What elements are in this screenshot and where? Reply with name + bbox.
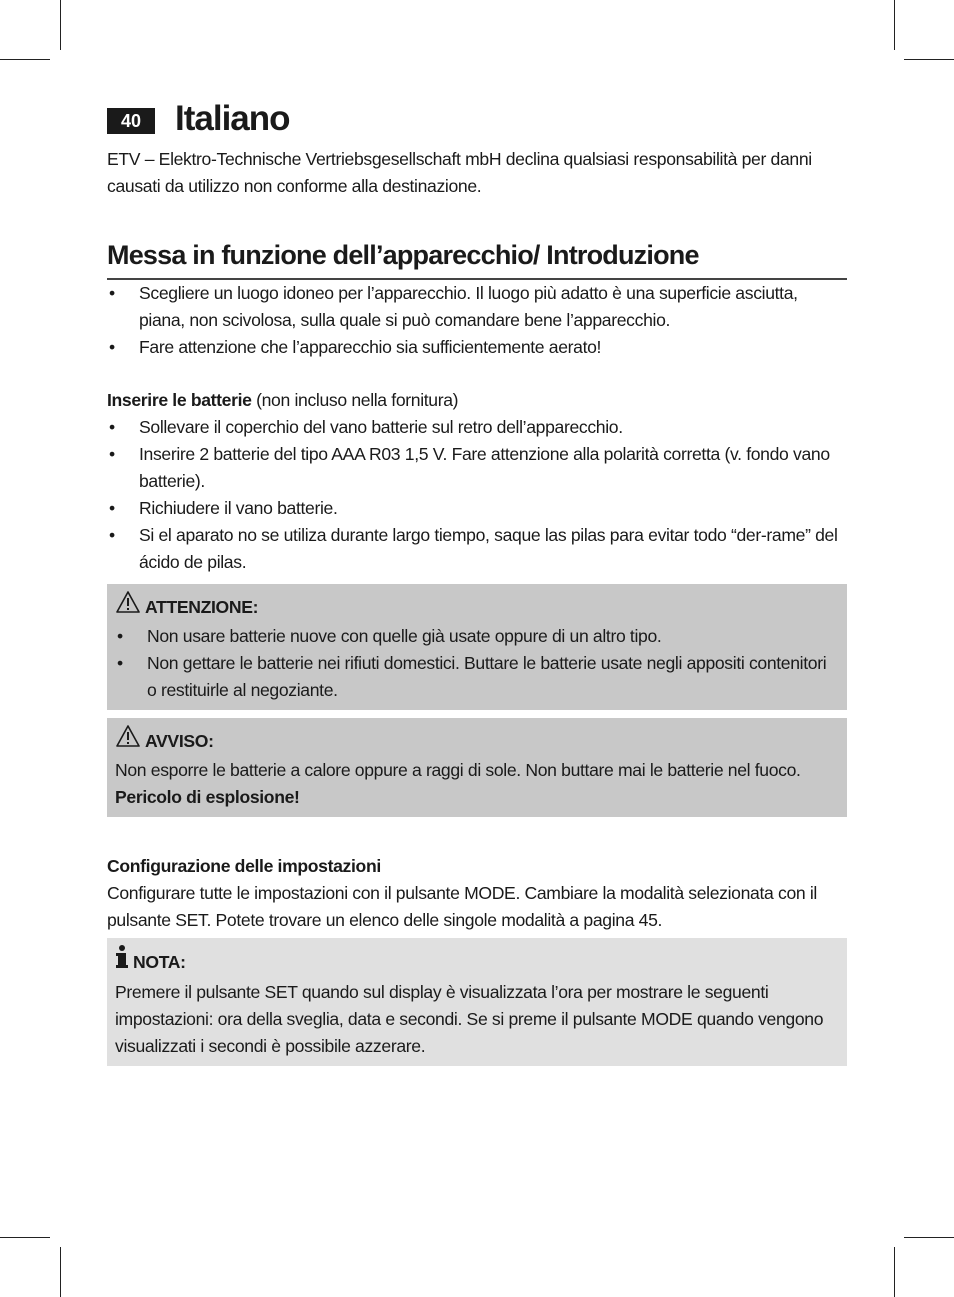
attenzione-title <box>115 590 839 623</box>
batteries-heading-note: (non incluso nella fornitura) <box>251 390 459 410</box>
list-item: • Fare attenzione che l’apparecchio sia sufficientemente aerato! <box>107 334 847 361</box>
crop-mark <box>904 59 954 60</box>
config-text: Configurare tutte le impostazioni con il pulsante MODE. Cambiare la modalità selezionata con il pulsante SET. Potete trovare un elenco delle singole modalità a pagina 45. <box>107 883 817 930</box>
avviso-body: Non esporre le batterie a calore oppure a raggi di sole. Non buttare mai le batterie nel fuoco. <box>115 760 801 780</box>
warning-triangle-icon <box>115 724 141 757</box>
nota-box <box>107 938 847 1066</box>
list-item: • Richiudere il vano batterie. <box>107 495 847 522</box>
page-content <box>107 100 847 1066</box>
crop-mark <box>894 1247 895 1297</box>
page-number: 40 <box>107 108 155 134</box>
crop-mark <box>60 0 61 50</box>
crop-mark <box>0 1237 50 1238</box>
batteries-heading <box>107 387 847 414</box>
list-item: • Scegliere un luogo idoneo per l’apparecchio. Il luogo più adatto è una superficie asciutta, piana, non scivolosa, sulla quale si può comandare bene l’apparecchio. <box>107 280 847 334</box>
warning-triangle-icon <box>115 590 141 623</box>
crop-mark <box>904 1237 954 1238</box>
list-item: • Si el aparato no se utiliza durante largo tiempo, saque las pilas para evitar todo “der-rame” del ácido de pilas. <box>107 522 847 576</box>
page-header <box>107 100 847 138</box>
info-icon <box>115 944 129 979</box>
batteries-list <box>107 414 847 576</box>
intro-disclaimer: ETV – Elektro-Technische Vertriebsgesellschaft mbH declina qualsiasi responsabilità per danni causati da utilizzo non conforme alla destinazione. <box>107 149 812 196</box>
config-title: Configurazione delle impostazioni <box>107 856 381 876</box>
crop-mark <box>60 1247 61 1297</box>
avviso-title <box>115 724 839 757</box>
attenzione-list <box>115 623 839 704</box>
list-item: • Sollevare il coperchio del vano batterie sul retro dell’apparecchio. <box>107 414 847 441</box>
list-item: • Non usare batterie nuove con quelle già usate oppure di un altro tipo. <box>115 623 839 650</box>
setup-list <box>107 280 847 361</box>
crop-mark <box>894 0 895 50</box>
avviso-box <box>107 718 847 817</box>
attenzione-label: ATTENZIONE: <box>145 596 259 617</box>
attenzione-box <box>107 584 847 710</box>
avviso-label: AVVISO: <box>145 730 214 751</box>
list-item: • Non gettare le batterie nei rifiuti domestici. Buttare le batterie usate negli appositi contenitori o restituirle al negoziante. <box>115 650 839 704</box>
nota-label: NOTA: <box>133 951 186 972</box>
avviso-emphasis: Pericolo di esplosione! <box>115 787 300 807</box>
language-title: Italiano <box>175 99 290 138</box>
nota-title <box>115 944 839 979</box>
section-title: Messa in funzione dell’apparecchio/ Introduzione <box>107 238 847 280</box>
crop-mark <box>0 59 50 60</box>
avviso-text <box>115 757 839 811</box>
list-item: • Inserire 2 batterie del tipo AAA R03 1,5 V. Fare attenzione alla polarità corretta (v. fondo vano batterie). <box>107 441 847 495</box>
batteries-heading-bold: Inserire le batterie <box>107 390 252 410</box>
nota-text: Premere il pulsante SET quando sul display è visualizzata l’ora per mostrare le seguenti impostazioni: ora della sveglia, data e secondi. Se si preme il pulsante MODE quando vengono visualizzati i secondi è possibile azzerare. <box>115 982 824 1056</box>
